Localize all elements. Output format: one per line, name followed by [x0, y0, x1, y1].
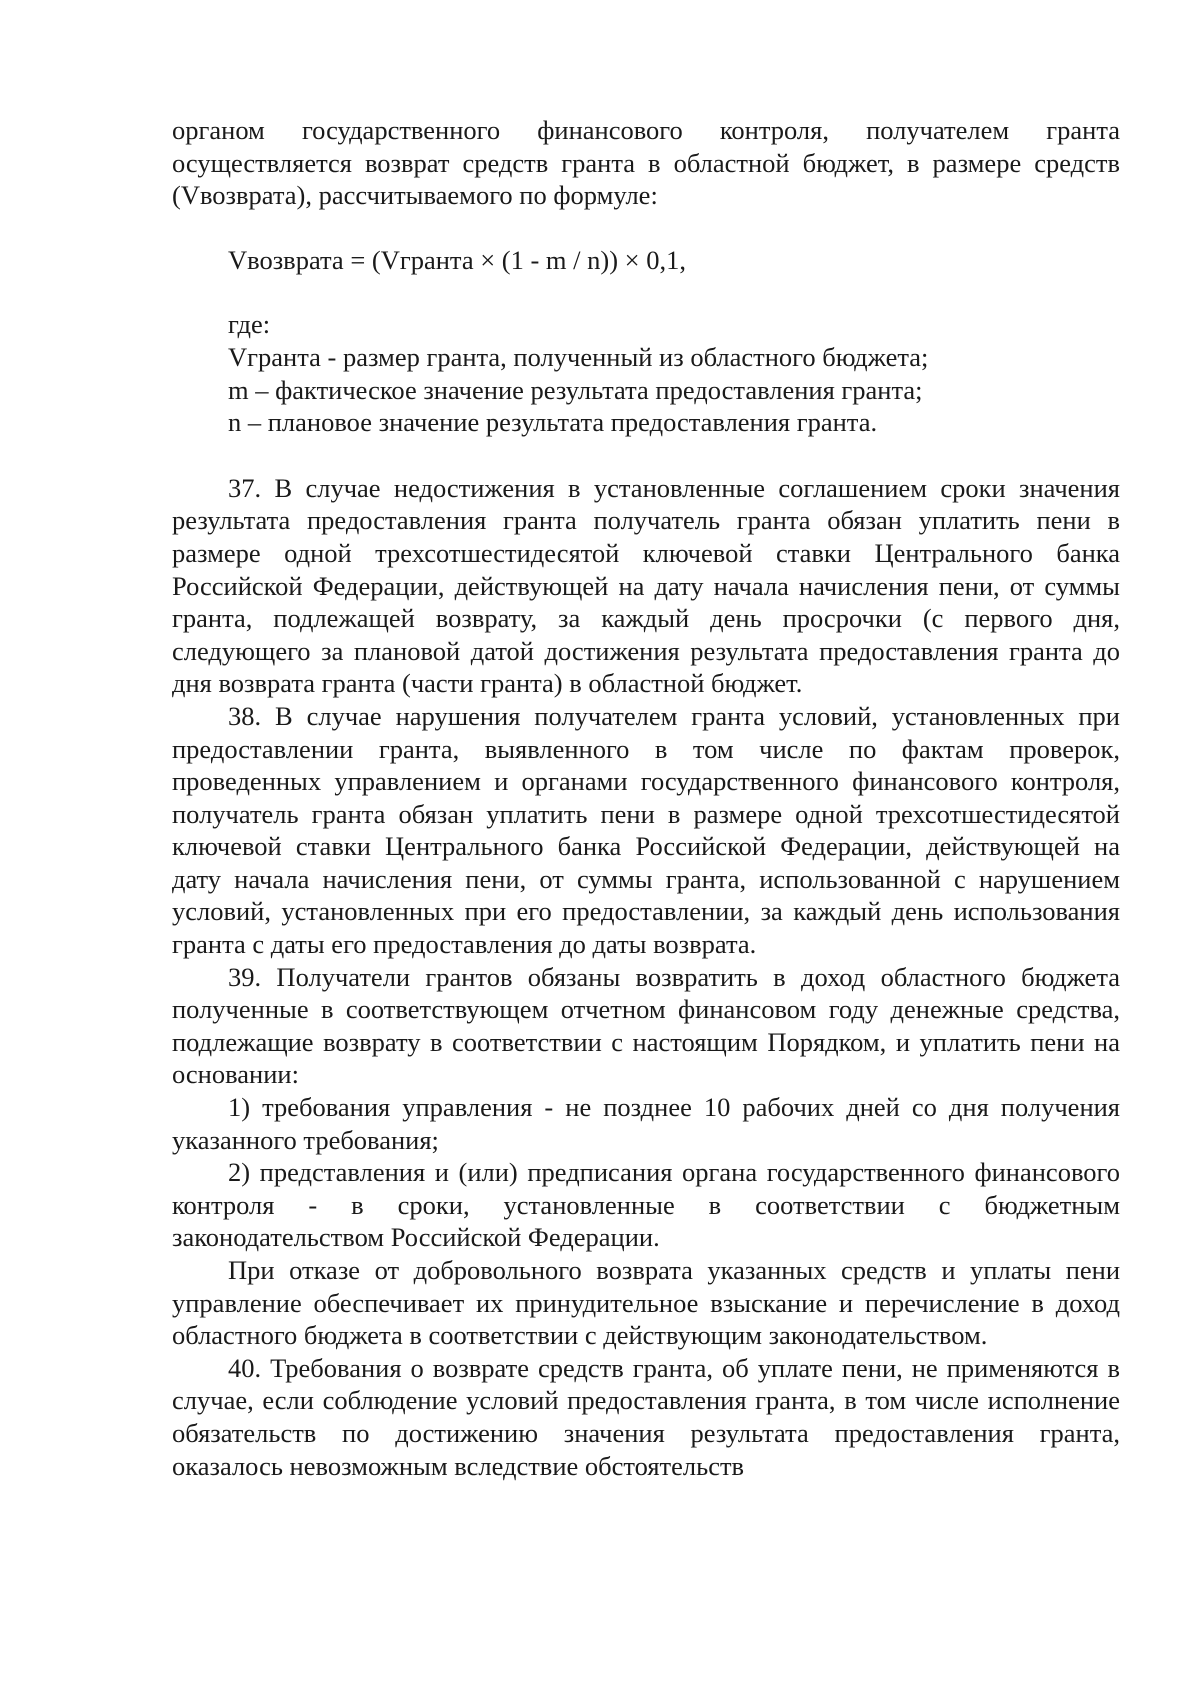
- paragraph-38: 38. В случае нарушения получателем гранта условий, установленных при предоставлении гранта, выявленного в том числе по фактам проверок, проведенных управлением и органами государственного финансового контроля, получатель гранта обязан уплатить пени в размере одной трехсотшестидесятой ключевой ставки Центрального банка Российской Федерации, действующей на дату начала начисления пени, от суммы гранта, использованной с нарушением условий, установленных при его предоставлении, за каждый день использования гранта с даты его предоставления до даты возврата.: [172, 700, 1120, 960]
- paragraph-37: 37. В случае недостижения в установленные соглашением сроки значения результата предоставления гранта получатель гранта обязан уплатить пени в размере одной трехсотшестидесятой ключевой ставки Центрального банка Российской Федерации, действующей на дату начала начисления пени, от суммы гранта, подлежащей возврату, за каждый день просрочки (с первого дня, следующего за плановой датой достижения результата предоставления гранта до дня возврата гранта (части гранта) в областной бюджет.: [172, 472, 1120, 699]
- paragraph-39-item-1: 1) требования управления - не позднее 10 рабочих дней со дня получения указанного требования;: [172, 1092, 1120, 1155]
- intro-paragraph: органом государственного финансового контроля, получателем гранта осуществляется возврат средств гранта в областной бюджет, в размере средств (Vвозврата), рассчитываемого по формуле:: [172, 115, 1120, 211]
- document-body: [172, 114, 1120, 1482]
- spacer: [172, 276, 1120, 308]
- spacer: [172, 212, 1120, 244]
- definition-v: Vгранта - размер гранта, полученный из областного бюджета;: [228, 341, 929, 372]
- definition-n: n – плановое значение результата предоставления гранта.: [228, 407, 878, 438]
- where-label: где:: [228, 309, 271, 340]
- paragraph-39-item-2: 2) представления и (или) предписания органа государственного финансового контроля - в сроки, установленные в соответствии с бюджетным законодательством Российской Федерации.: [172, 1157, 1120, 1253]
- paragraph-40: 40. Требования о возврате средств гранта, об уплате пени, не применяются в случае, если соблюдение условий предоставления гранта, в том числе исполнение обязательств по достижению значения результата предоставления гранта, оказалось невозможным вследствие обстоятельств: [172, 1352, 1120, 1481]
- definition-m: m – фактическое значение результата предоставления гранта;: [228, 374, 923, 405]
- paragraph-39: 39. Получатели грантов обязаны возвратить в доход областного бюджета полученные в соответствующем отчетном финансовом году денежные средства, подлежащие возврату в соответствии с настоящим Порядком, и уплатить пени на основании:: [172, 961, 1120, 1090]
- spacer: [172, 439, 1120, 472]
- formula: Vвозврата = (Vгранта × (1 - m / n)) × 0,1,: [228, 244, 686, 275]
- paragraph-39-refusal: При отказе от добровольного возврата указанных средств и уплаты пени управление обеспечивает их принудительное взыскание и перечисление в доход областного бюджета в соответствии с действующим законодательством.: [172, 1255, 1120, 1351]
